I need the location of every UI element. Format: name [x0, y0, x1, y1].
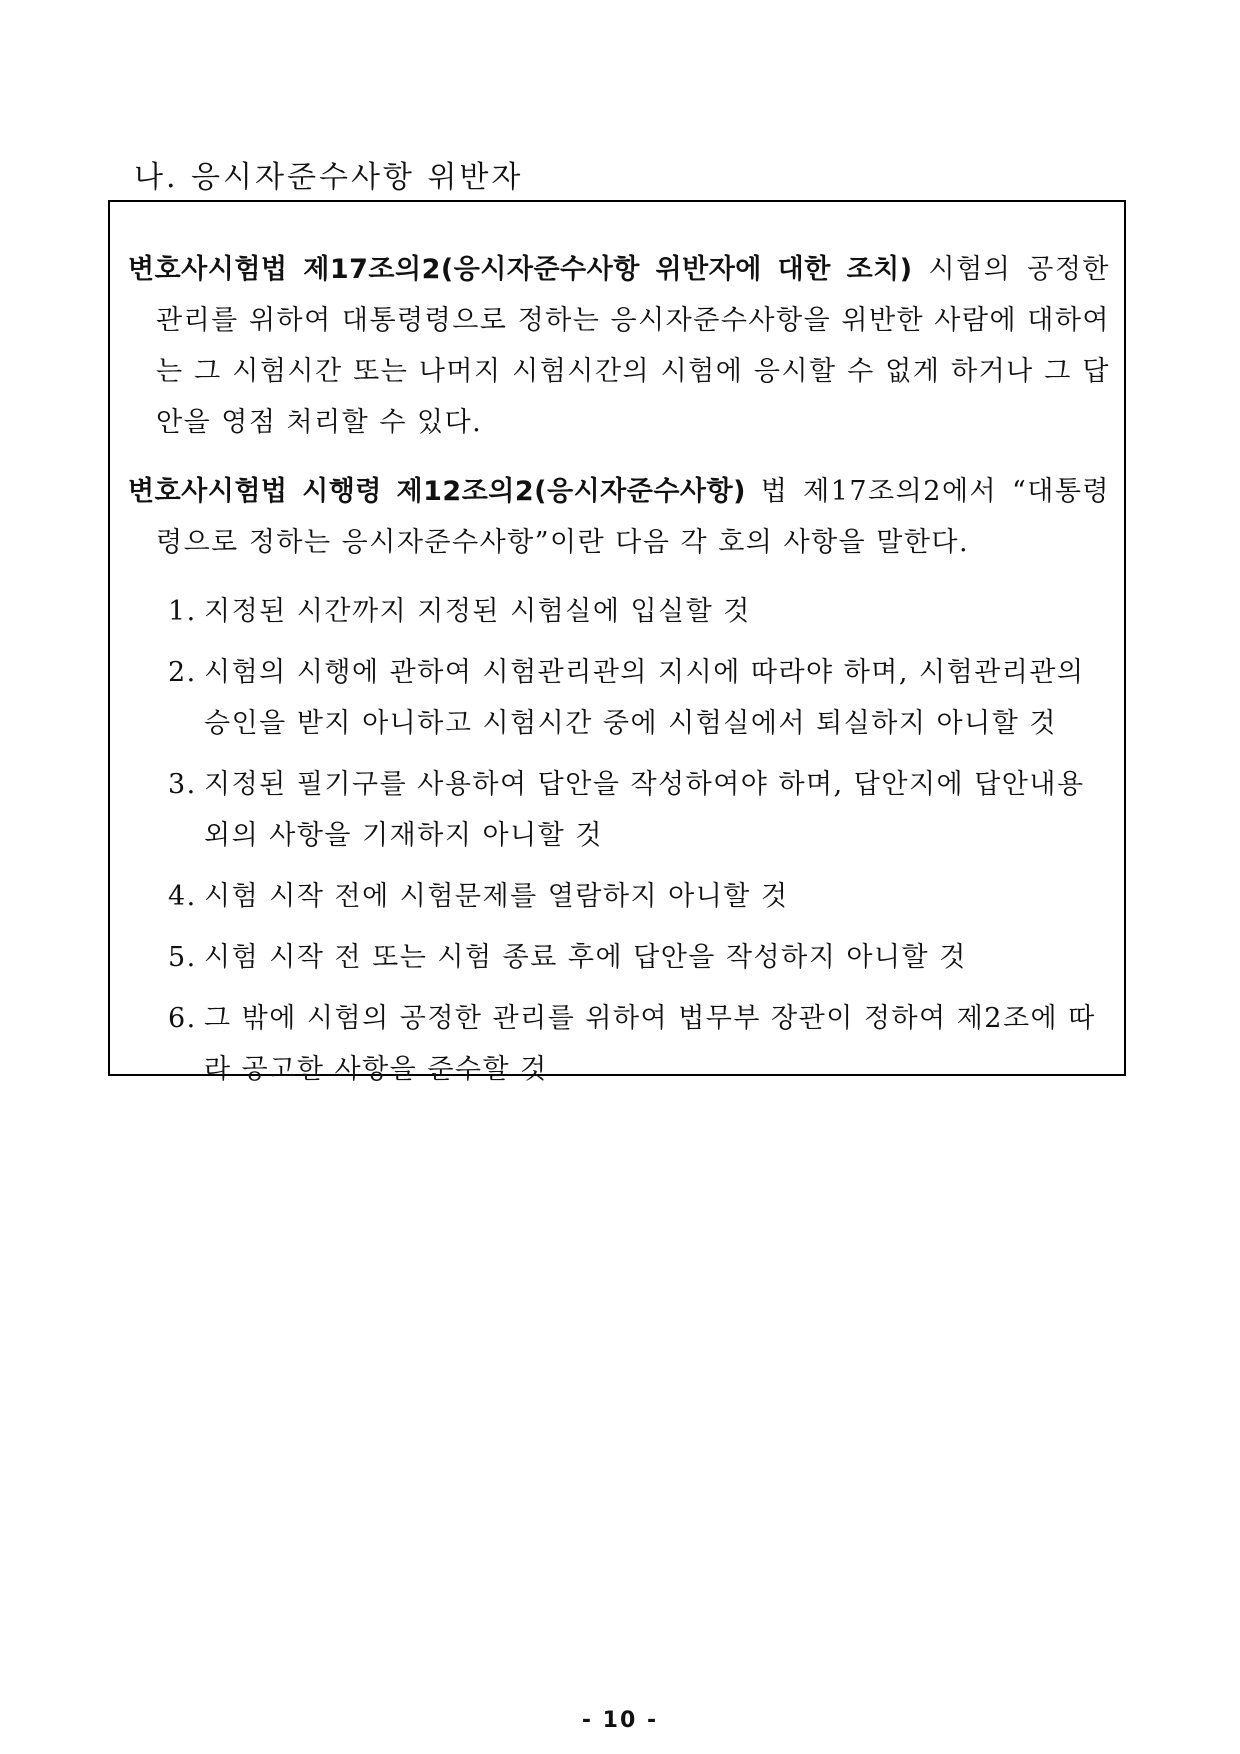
provision-act-article-17-2 [128, 244, 1110, 448]
provision-body: 법 제17조의2에서 “대통령령으로 정하는 응시자준수사항”이란 다음 각 호의 사항을 말한다. [156, 476, 1110, 558]
item-text: 시험의 시행에 관하여 시험관리관의 지시에 따라야 하며, 시험관리관의 승인을 받지 아니하고 시험시간 중에 시험실에서 퇴실하지 아니할 것 [204, 657, 1085, 739]
provision-title: 변호사시험법 시행령 제12조의2(응시자준수사항) [128, 476, 746, 507]
provision-title: 변호사시험법 제17조의2(응시자준수사항 위반자에 대한 조치) [128, 254, 913, 285]
list-item [168, 871, 1110, 922]
provision-body: 시험의 공정한 관리를 위하여 대통령령으로 정하는 응시자준수사항을 위반한 사람에 대하여는 그 시험시간 또는 나머지 시험시간의 시험에 응시할 수 없게 하거나 그 답안을 영점 처리할 수 있다. [156, 254, 1110, 438]
item-text: 지정된 시간까지 지정된 시험실에 입실할 것 [204, 596, 751, 627]
item-number: 5. [168, 942, 197, 973]
item-number: 6. [168, 1003, 197, 1034]
item-text: 지정된 필기구를 사용하여 답안을 작성하여야 하며, 답안지에 답안내용 외의 사항을 기재하지 아니할 것 [204, 769, 1085, 851]
list-item [168, 647, 1110, 749]
item-number: 3. [168, 769, 197, 800]
provision-decree-article-12-2 [128, 466, 1110, 568]
item-text: 시험 시작 전 또는 시험 종료 후에 답안을 작성하지 아니할 것 [204, 942, 967, 973]
list-item [168, 759, 1110, 861]
section-heading: 나. 응시자준수사항 위반자 [134, 160, 524, 195]
list-item [168, 586, 1110, 637]
law-excerpt-box [108, 200, 1126, 1085]
list-item [168, 993, 1110, 1095]
page-number: - 10 - [581, 1708, 659, 1733]
item-number: 4. [168, 881, 197, 912]
list-item [168, 932, 1110, 983]
item-text: 시험 시작 전에 시험문제를 열람하지 아니할 것 [204, 881, 789, 912]
requirement-list [128, 586, 1110, 1095]
item-number: 2. [168, 657, 197, 688]
item-number: 1. [168, 596, 197, 627]
item-text: 그 밖에 시험의 공정한 관리를 위하여 법무부 장관이 정하여 제2조에 따라 공고한 사항을 준수할 것 [204, 1003, 1096, 1085]
